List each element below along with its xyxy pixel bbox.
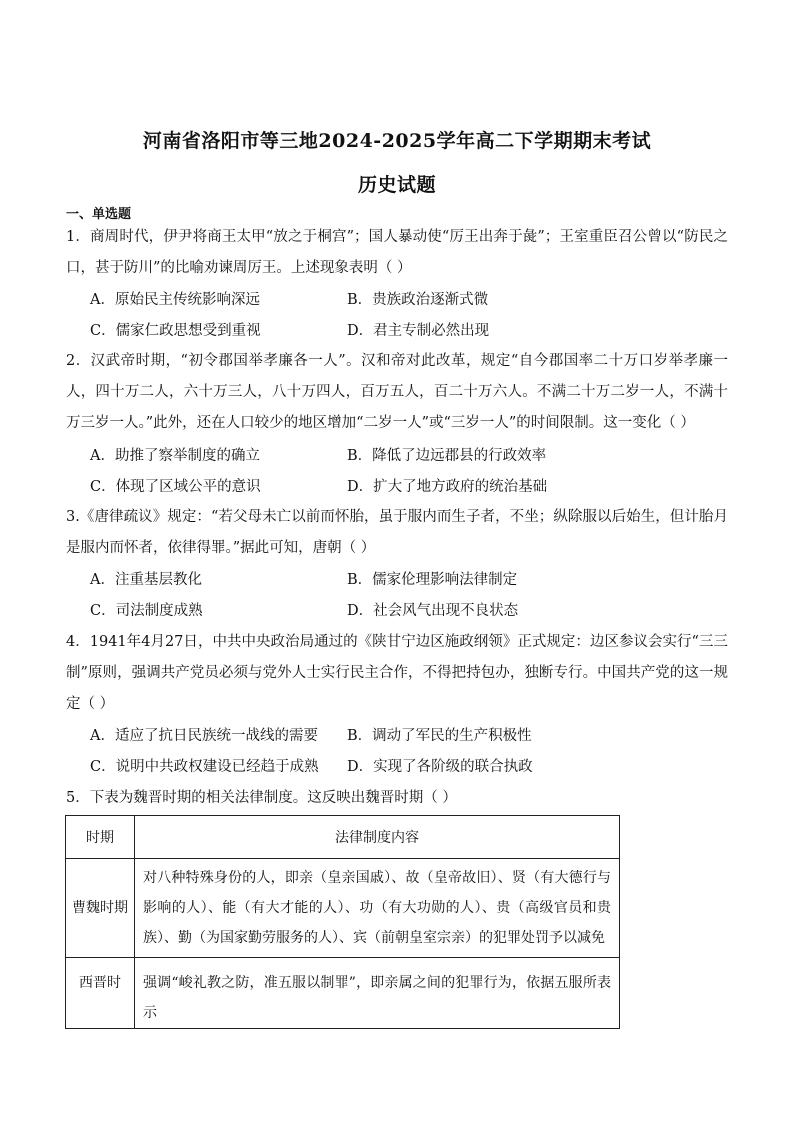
question-3-option-c: C．司法制度成熟: [90, 603, 203, 619]
exam-title: 河南省洛阳市等三地2024-2025学年高二下学期期末考试: [142, 130, 652, 152]
table-cell-content: 强调“峻礼教之防，准五服以制罪”，即亲属之间的犯罪行为，依据五服所表示: [135, 958, 620, 1029]
question-2-stem: 2．汉武帝时期，“初令郡国举孝廉各一人”。汉和帝对此改革，规定“自今郡国率二十万口岁举孝廉一人，四十万二人，六十万三人，八十万四人，百万五人，百二十万六人。不满二十万二岁一人，不满十万三岁一人。”此外，还在人口较少的地区增加“二岁一人”或“三岁一人”的时间限制。这一变化（ ）: [66, 353, 728, 431]
question-5-stem: 5．下表为魏晋时期的相关法律制度。这反映出魏晋时期（ ）: [66, 790, 457, 806]
question-2-option-a: A．助推了察举制度的确立: [90, 448, 260, 464]
question-3-option-a: A．注重基层教化: [90, 572, 202, 588]
question-4-option-b: B．调动了军民的生产积极性: [347, 728, 532, 744]
question-1-option-d: D．君主专制必然出现: [347, 323, 490, 339]
exam-subtitle: 历史试题: [357, 174, 436, 196]
section-heading: 一、单选题: [66, 207, 132, 222]
table-header-row: [66, 816, 620, 859]
question-1-option-c: C．儒家仁政思想受到重视: [90, 323, 261, 339]
question-3-option-b: B．儒家伦理影响法律制定: [347, 572, 518, 588]
table-header-period: 时期: [66, 816, 135, 859]
question-2-option-d: D．扩大了地方政府的统治基础: [347, 479, 548, 495]
table-row: [66, 958, 620, 1029]
law-table: [65, 815, 620, 1029]
question-4-option-d: D．实现了各阶级的联合执政: [347, 759, 533, 775]
question-1-option-b: B．贵族政治逐渐式微: [347, 292, 489, 308]
question-1-stem: 1．商周时代，伊尹将商王太甲“放之于桐宫”；国人暴动使“厉王出奔于彘”；王室重臣召公曾以“防民之口，甚于防川”的比喻劝谏周厉王。上述现象表明（ ）: [66, 229, 728, 276]
question-4-option-a: A．适应了抗日民族统一战线的需要: [90, 728, 318, 744]
question-1-option-a: A．原始民主传统影响深远: [90, 292, 260, 308]
table-cell-content: 对八种特殊身份的人，即亲（皇亲国戚）、故（皇帝故旧）、贤（有大德行与影响的人）、能（有大才能的人）、功（有大功勋的人）、贵（高级官员和贵族）、勤（为国家勤劳服务的人）、宾（前朝皇室宗亲）的犯罪处罚予以减免: [135, 859, 620, 958]
question-3-stem: 3.《唐律疏议》规定：“若父母未亡以前而怀胎，虽于服内而生子者，不坐；纵除服以后始生，但计胎月是服内而怀者，依律得罪。”据此可知，唐朝（ ）: [66, 509, 728, 556]
question-4-option-c: C．说明中共政权建设已经趋于成熟: [90, 759, 319, 775]
table-cell-period: 西晋时: [66, 958, 135, 1029]
table-cell-period: 曹魏时期: [66, 859, 135, 958]
question-3-option-d: D．社会风气出现不良状态: [347, 603, 519, 619]
table-header-content: 法律制度内容: [135, 816, 620, 859]
question-4-stem: 4．1941年4月27日，中共中央政治局通过的《陕甘宁边区施政纲领》正式规定：边区参议会实行“三三制”原则，强调共产党员必须与党外人士实行民主合作，不得把持包办，独断专行。中国共产党的这一规定（ ）: [66, 634, 728, 712]
table-row: [66, 859, 620, 958]
question-2-option-b: B．降低了边远郡县的行政效率: [347, 448, 547, 464]
question-2-option-c: C．体现了区域公平的意识: [90, 479, 261, 495]
